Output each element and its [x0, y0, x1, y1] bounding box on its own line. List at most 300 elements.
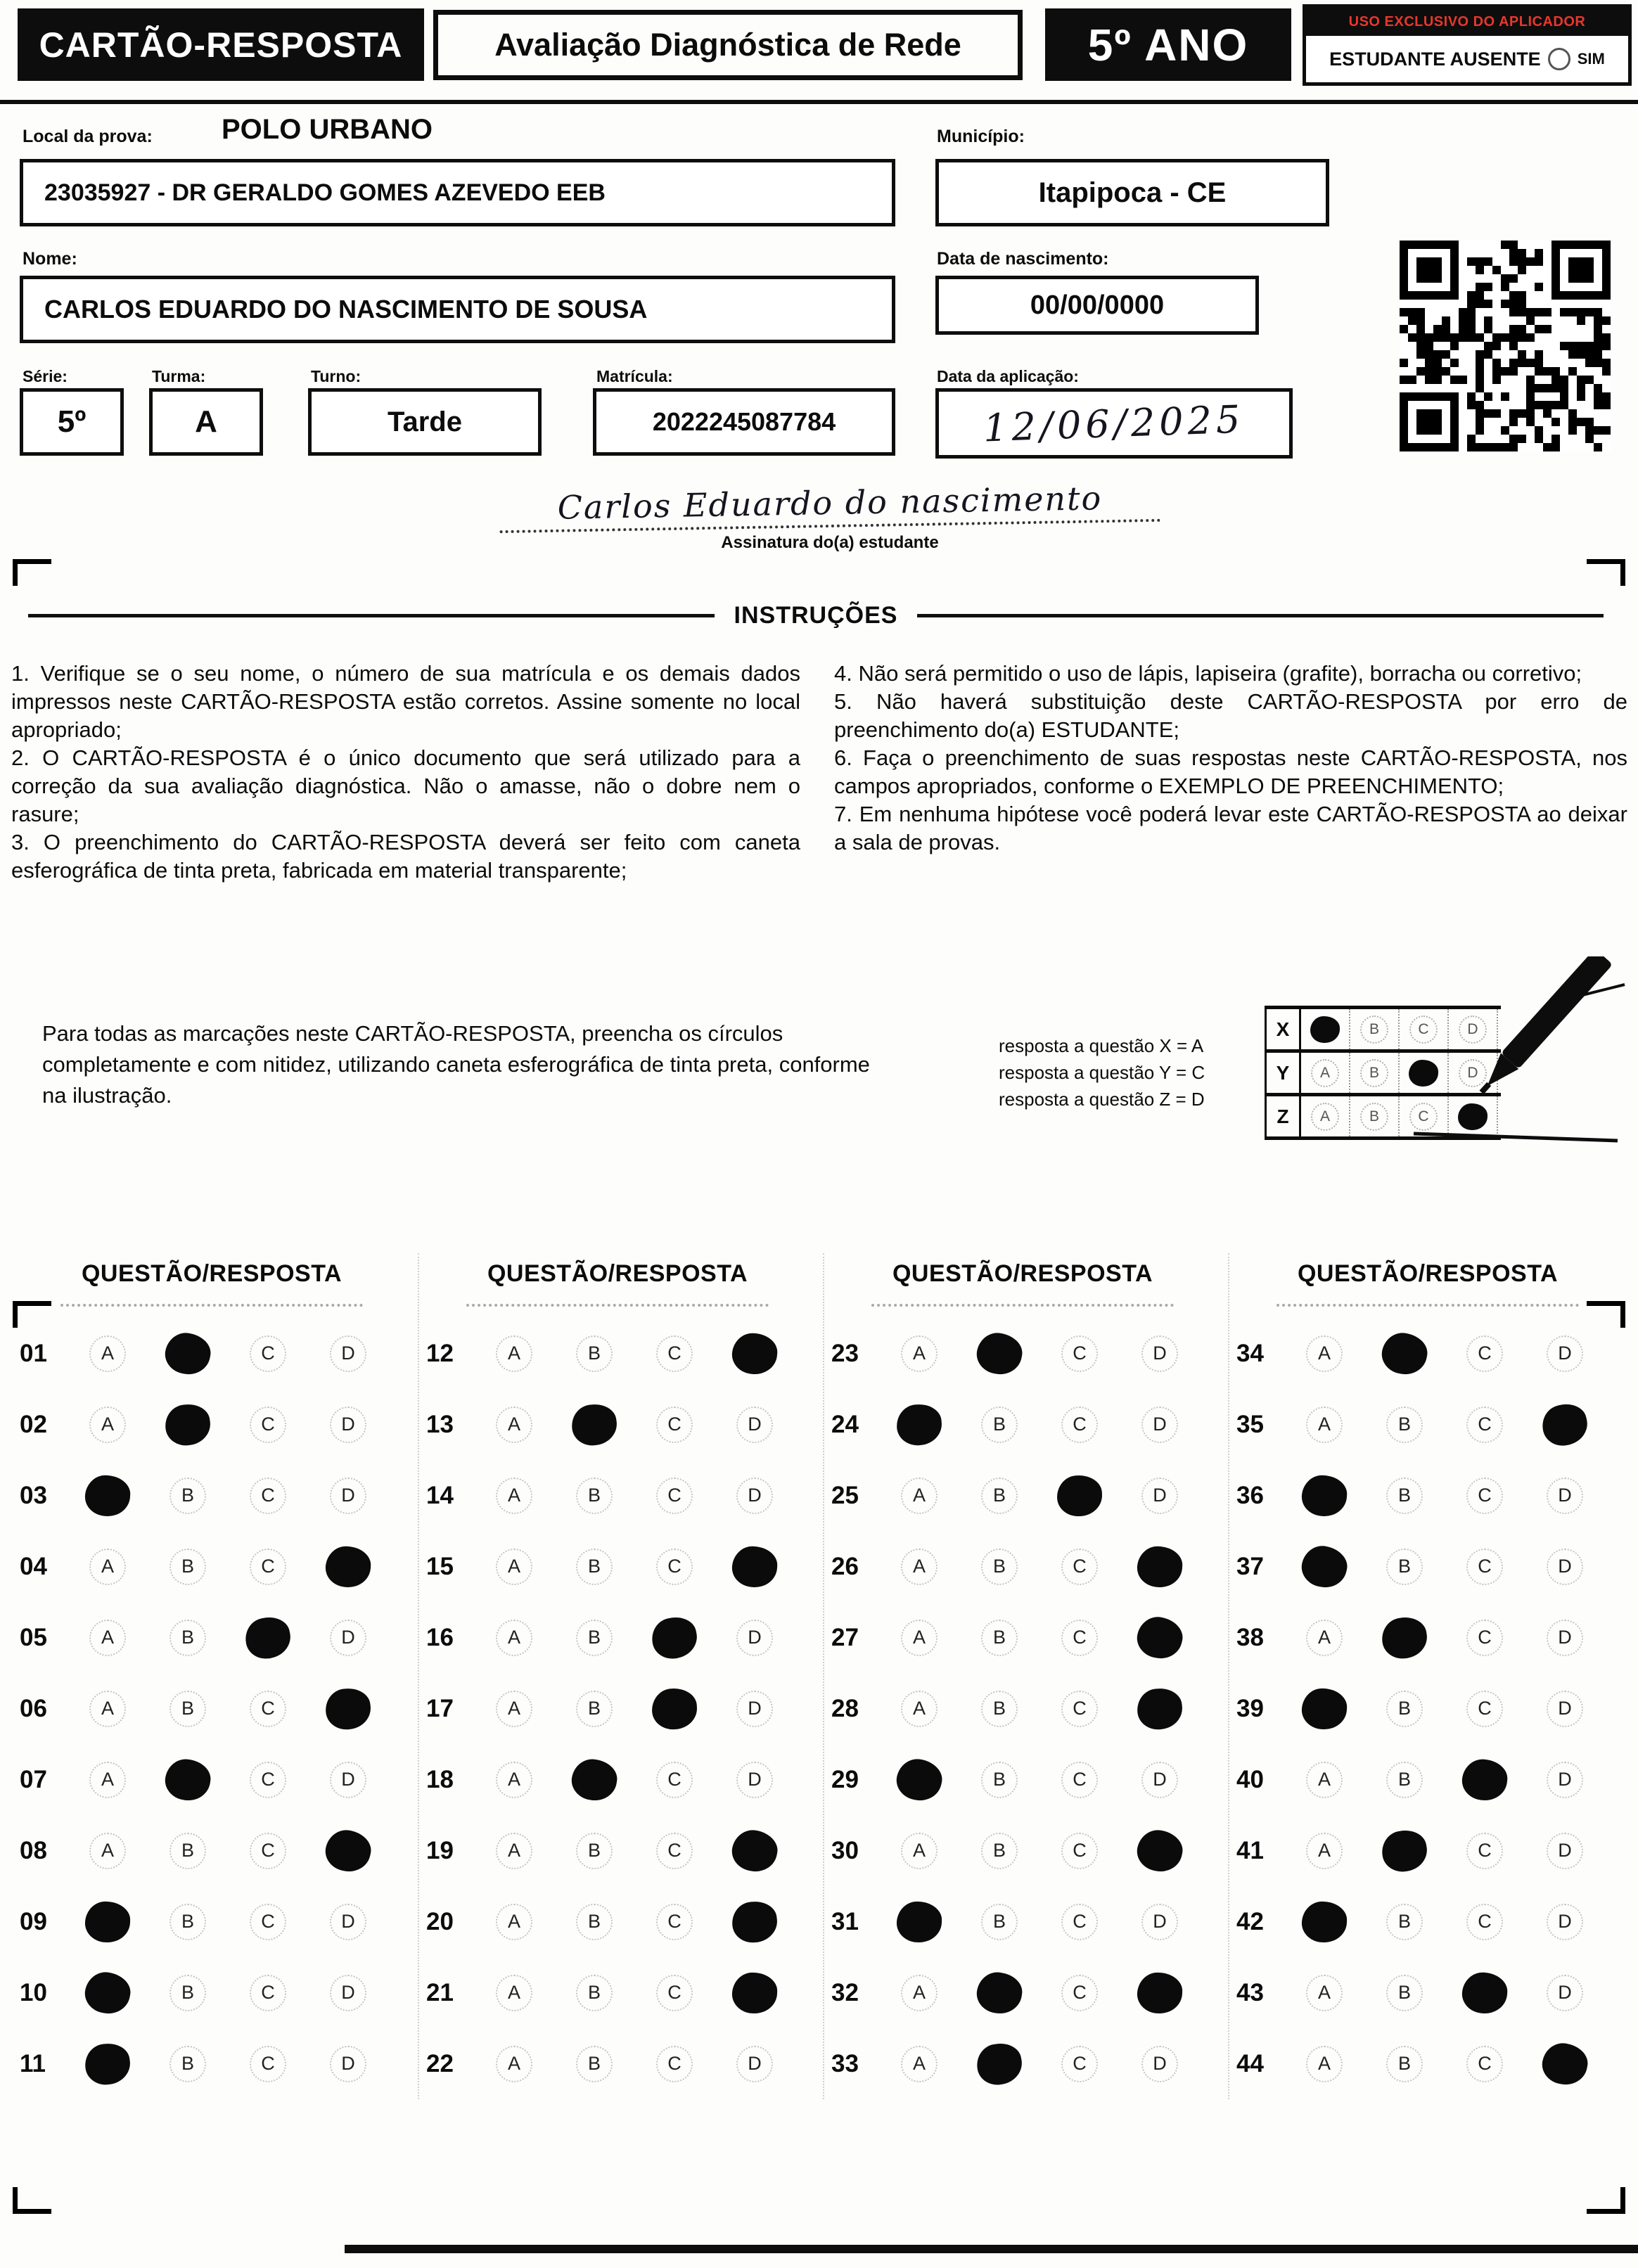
bubble-C[interactable]: [634, 1904, 715, 1940]
bubble-B[interactable]: [1364, 2046, 1445, 2082]
bubble-C[interactable]: [634, 1762, 715, 1798]
filled-bubble: [731, 1544, 779, 1588]
bubble-D[interactable]: [715, 2046, 795, 2082]
filled-bubble: [1300, 1473, 1348, 1517]
bubble-letter: A: [1306, 1407, 1343, 1443]
bubble-letter: D: [330, 1904, 366, 1940]
bubble-D[interactable]: [1120, 1407, 1200, 1443]
bubble-A[interactable]: [68, 1691, 148, 1727]
bubble-B[interactable]: [554, 1404, 634, 1445]
question-number: 02: [20, 1410, 47, 1438]
bubble-letter: B: [1386, 1691, 1423, 1727]
bubble-letter: A: [89, 1549, 126, 1585]
bubble-C[interactable]: [1445, 1335, 1525, 1372]
bubble-D[interactable]: [308, 2046, 388, 2082]
bubble-B[interactable]: [1364, 1617, 1445, 1658]
bubble-D[interactable]: [1120, 1478, 1200, 1514]
bubble-D[interactable]: [1525, 1833, 1605, 1869]
bubble-letter: C: [1061, 1549, 1098, 1585]
bubble-B[interactable]: [148, 2046, 228, 2082]
answer-row: [13, 1389, 411, 1460]
bubble-A[interactable]: [879, 1404, 959, 1445]
aplicacao-label: Data da aplicação:: [937, 367, 1079, 385]
bubble-C[interactable]: [228, 1975, 308, 2011]
filled-bubble: [1133, 1613, 1186, 1662]
aplicacao-handwritten-date: 12/06/2025: [983, 397, 1246, 450]
bubble-A[interactable]: [474, 1478, 554, 1514]
bubble-letter: C: [1061, 1833, 1098, 1869]
bubble-B[interactable]: [1364, 1831, 1445, 1871]
bubble-letter: C: [1466, 1335, 1503, 1372]
bubble-D[interactable]: [1525, 1549, 1605, 1585]
bubble-D[interactable]: [1120, 1831, 1200, 1871]
bubble-C[interactable]: [1039, 1691, 1120, 1727]
answer-row: [824, 1957, 1221, 2028]
bubble-B[interactable]: [1364, 1407, 1445, 1443]
filled-bubble: [162, 1756, 213, 1803]
bubble-letter: B: [1386, 2046, 1423, 2082]
bubble-letter: A: [496, 2046, 532, 2082]
bubble-D[interactable]: [308, 1689, 388, 1729]
bubble-A[interactable]: [879, 2046, 959, 2082]
bubble-C[interactable]: [1445, 1620, 1525, 1656]
bubble-letter: B: [576, 1975, 613, 2011]
bubble-B[interactable]: [959, 1478, 1039, 1514]
bubble-D[interactable]: [715, 1333, 795, 1374]
bubble-A[interactable]: [474, 1904, 554, 1940]
bubble-C[interactable]: [634, 1833, 715, 1869]
bubble-letter: C: [250, 1904, 286, 1940]
bubble-B[interactable]: [959, 1762, 1039, 1798]
bubble-D[interactable]: [715, 1902, 795, 1942]
timing-marks: [871, 1304, 1174, 1307]
bubble-D[interactable]: [1525, 1620, 1605, 1656]
bubble-letter: C: [250, 1975, 286, 2011]
bubble-C[interactable]: [1039, 1335, 1120, 1372]
bubble-A[interactable]: [879, 1760, 959, 1800]
bubble-C[interactable]: [634, 1617, 715, 1658]
bubble-D[interactable]: [1120, 1689, 1200, 1729]
bubble-B[interactable]: [959, 2044, 1039, 2084]
bubble-A[interactable]: [68, 1833, 148, 1869]
bubble-A[interactable]: [1284, 1902, 1364, 1942]
municipio-field[interactable]: [935, 159, 1329, 226]
bubble-D[interactable]: [1525, 1335, 1605, 1372]
bubble-A[interactable]: [1284, 1833, 1364, 1869]
bubble-C[interactable]: [228, 1407, 308, 1443]
bubble-A[interactable]: [474, 1335, 554, 1372]
bubble-C[interactable]: [228, 1549, 308, 1585]
answer-row: [419, 1460, 816, 1531]
turma-field[interactable]: [149, 388, 263, 456]
bubble-B[interactable]: [1364, 1975, 1445, 2011]
bubble-letter: C: [1466, 1478, 1503, 1514]
bubble-A[interactable]: [879, 1620, 959, 1656]
bubble-C[interactable]: [1445, 1478, 1525, 1514]
bubble-D[interactable]: [1120, 1335, 1200, 1372]
bubble-C[interactable]: [1039, 1833, 1120, 1869]
bubble-D[interactable]: [715, 1691, 795, 1727]
bubble-B[interactable]: [554, 1549, 634, 1585]
bubble-D[interactable]: [308, 1975, 388, 2011]
bubble-A[interactable]: [1284, 1335, 1364, 1372]
bubble-letter: B: [1386, 1904, 1423, 1940]
answer-row: [419, 2028, 816, 2099]
bubble-A[interactable]: [879, 1975, 959, 2011]
instruction-item: 3. O preenchimento do CARTÃO-RESPOSTA deverá ser feito com caneta esferográfica de tinta preta, fabricada em material transparente;: [11, 830, 800, 883]
bubble-D[interactable]: [715, 1546, 795, 1587]
bubble-B[interactable]: [148, 1904, 228, 1940]
bubble-D[interactable]: [1120, 2046, 1200, 2082]
municipio-label: Município:: [937, 127, 1025, 146]
bubble-A[interactable]: [68, 1407, 148, 1443]
filled-bubble: [1378, 1329, 1431, 1378]
bubble-D[interactable]: [308, 1407, 388, 1443]
filled-bubble: [162, 1329, 214, 1378]
bubble-B[interactable]: [554, 1335, 634, 1372]
bubble-C[interactable]: [1039, 1549, 1120, 1585]
bubble-A[interactable]: [474, 1407, 554, 1443]
bubble-A[interactable]: [1284, 1546, 1364, 1587]
bubble-C[interactable]: [1445, 2046, 1525, 2082]
filled-bubble: [730, 1899, 780, 1945]
bubble-B[interactable]: [1364, 1762, 1445, 1798]
bubble-D[interactable]: [308, 1335, 388, 1372]
bubble-A[interactable]: [879, 1335, 959, 1372]
bubble-B[interactable]: [554, 1833, 634, 1869]
bubble-B[interactable]: [148, 1478, 228, 1514]
bubble-letter: A: [1306, 2046, 1343, 2082]
nascimento-value: 00/00/0000: [1030, 290, 1165, 320]
bubble-letter: A: [496, 1549, 532, 1585]
bubble-letter: D: [330, 1975, 366, 2011]
bubble-A[interactable]: [68, 2044, 148, 2084]
bubble-B[interactable]: [554, 1904, 634, 1940]
bubble-A[interactable]: [879, 1478, 959, 1514]
bubble-B[interactable]: [1364, 1333, 1445, 1374]
example-bubble-letter: A: [1311, 1059, 1339, 1087]
bubble-D[interactable]: [1525, 1975, 1605, 2011]
filled-bubble: [1379, 1614, 1430, 1661]
bubble-D[interactable]: [715, 1620, 795, 1656]
registration-mark: [1587, 2187, 1625, 2214]
answer-row: [419, 1673, 816, 1744]
bubble-A[interactable]: [474, 1549, 554, 1585]
bubble-D[interactable]: [308, 1620, 388, 1656]
question-number: 04: [20, 1552, 47, 1580]
bubble-D[interactable]: [308, 1478, 388, 1514]
bubble-D[interactable]: [1120, 1762, 1200, 1798]
nascimento-field[interactable]: [935, 276, 1259, 335]
bubble-D[interactable]: [1525, 1404, 1605, 1445]
bubble-C[interactable]: [1039, 1475, 1120, 1516]
bubble-B[interactable]: [959, 1620, 1039, 1656]
bubble-letter: D: [330, 1762, 366, 1798]
matricula-field[interactable]: [593, 388, 895, 456]
answer-row: [824, 1318, 1221, 1389]
bubble-B[interactable]: [148, 1975, 228, 2011]
bubble-B[interactable]: [554, 1691, 634, 1727]
bubble-D[interactable]: [1120, 1617, 1200, 1658]
nome-label: Nome:: [23, 249, 77, 269]
bubble-A[interactable]: [879, 1691, 959, 1727]
bubble-B[interactable]: [959, 1833, 1039, 1869]
filled-bubble: [1301, 1900, 1348, 1942]
bubble-letter: C: [1466, 1691, 1503, 1727]
bubble-C[interactable]: [1445, 1833, 1525, 1869]
bubble-C[interactable]: [228, 1691, 308, 1727]
bubble-letter: B: [169, 1549, 206, 1585]
question-number: 19: [426, 1836, 454, 1864]
instruction-item: 7. Em nenhuma hipótese você poderá levar este CARTÃO-RESPOSTA ao deixar a sala de provas.: [834, 802, 1627, 854]
signature-area[interactable]: [422, 479, 1238, 553]
bubble-D[interactable]: [1525, 1478, 1605, 1514]
answer-row: [1229, 1602, 1626, 1673]
answer-row: [13, 2028, 411, 2099]
bubble-D[interactable]: [715, 1831, 795, 1871]
bubble-letter: C: [250, 1478, 286, 1514]
marking-note: Para todas as marcações neste CARTÃO-RESPOSTA, preencha os círculos completamente e com nitidez, utilizando caneta esferográfica de tinta preta, conforme na ilustração.: [42, 1021, 870, 1108]
bubble-B[interactable]: [554, 2046, 634, 2082]
question-number: 40: [1236, 1765, 1264, 1793]
bubble-B[interactable]: [554, 1760, 634, 1800]
bubble-letter: C: [250, 1335, 286, 1372]
bubble-A[interactable]: [879, 1902, 959, 1942]
bubble-B[interactable]: [1364, 1691, 1445, 1727]
bubble-C[interactable]: [228, 2046, 308, 2082]
footer-bar: [345, 2245, 1638, 2253]
bubble-letter: A: [89, 1691, 126, 1727]
bubble-letter: B: [1386, 1975, 1423, 2011]
bubble-B[interactable]: [554, 1478, 634, 1514]
bubble-B[interactable]: [554, 1620, 634, 1656]
filled-bubble: [895, 1402, 944, 1447]
bubble-B[interactable]: [959, 1973, 1039, 2013]
bubble-letter: A: [901, 1620, 938, 1656]
bubble-B[interactable]: [959, 1333, 1039, 1374]
bubble-C[interactable]: [1039, 1975, 1120, 2011]
bubble-B[interactable]: [148, 1620, 228, 1656]
bubble-D[interactable]: [1525, 1762, 1605, 1798]
answer-column-header: QUESTÃO/RESPOSTA: [1297, 1260, 1559, 1287]
bubble-A[interactable]: [879, 1549, 959, 1585]
bubble-letter: B: [576, 1549, 613, 1585]
bubble-B[interactable]: [554, 1975, 634, 2011]
bubble-letter: A: [901, 1833, 938, 1869]
bubble-A[interactable]: [1284, 1762, 1364, 1798]
bubble-B[interactable]: [959, 1549, 1039, 1585]
answer-column: [1228, 1253, 1626, 2099]
bubble-D[interactable]: [1120, 1546, 1200, 1587]
turno-field[interactable]: [308, 388, 542, 456]
bubble-D[interactable]: [308, 1831, 388, 1871]
sheet-subtitle: Avaliação Diagnóstica de Rede: [433, 10, 1023, 80]
bubble-A[interactable]: [68, 1620, 148, 1656]
bubble-B[interactable]: [1364, 1478, 1445, 1514]
serie-field[interactable]: [20, 388, 124, 456]
bubble-C[interactable]: [634, 1407, 715, 1443]
bubble-letter: D: [1141, 1335, 1178, 1372]
bubble-letter: D: [1547, 1691, 1583, 1727]
bubble-B[interactable]: [148, 1404, 228, 1445]
bubble-B[interactable]: [959, 1904, 1039, 1940]
bubble-A[interactable]: [879, 1833, 959, 1869]
bubble-A[interactable]: [1284, 1975, 1364, 2011]
bubble-C[interactable]: [634, 1689, 715, 1729]
bubble-C[interactable]: [1039, 1407, 1120, 1443]
bubble-letter: A: [496, 1335, 532, 1372]
bubble-A[interactable]: [474, 1833, 554, 1869]
bubble-letter: D: [736, 2046, 773, 2082]
answer-row: [13, 1815, 411, 1886]
bubble-C[interactable]: [228, 1335, 308, 1372]
answer-column: [823, 1253, 1221, 2099]
bubble-D[interactable]: [1525, 2044, 1605, 2084]
answer-row: [13, 1602, 411, 1673]
nome-field[interactable]: [20, 276, 895, 343]
question-number: 44: [1236, 2049, 1264, 2077]
bubble-C[interactable]: [1039, 1620, 1120, 1656]
question-number: 11: [20, 2049, 46, 2077]
bubble-letter: A: [89, 1407, 126, 1443]
question-number: 35: [1236, 1410, 1264, 1438]
bubble-C[interactable]: [1445, 1973, 1525, 2013]
answer-column-header: QUESTÃO/RESPOSTA: [487, 1260, 748, 1287]
bubble-B[interactable]: [1364, 1904, 1445, 1940]
bubble-C[interactable]: [1039, 1762, 1120, 1798]
answer-row: [824, 1886, 1221, 1957]
bubble-D[interactable]: [715, 1478, 795, 1514]
bubble-B[interactable]: [148, 1549, 228, 1585]
answer-row: [13, 1531, 411, 1602]
registration-mark: [1587, 559, 1625, 586]
bubble-letter: B: [576, 1620, 613, 1656]
filled-bubble: [893, 1755, 946, 1804]
bubble-A[interactable]: [1284, 1620, 1364, 1656]
timing-marks: [1277, 1304, 1579, 1307]
bubble-A[interactable]: [68, 1762, 148, 1798]
bubble-C[interactable]: [1445, 1407, 1525, 1443]
bubble-A[interactable]: [68, 1335, 148, 1372]
bubble-A[interactable]: [474, 1620, 554, 1656]
bubble-C[interactable]: [228, 1617, 308, 1658]
bubble-B[interactable]: [959, 1407, 1039, 1443]
bubble-C[interactable]: [1039, 2046, 1120, 2082]
bubble-B[interactable]: [148, 1691, 228, 1727]
bubble-C[interactable]: [1445, 1549, 1525, 1585]
question-number: 18: [426, 1765, 454, 1793]
answer-row: [824, 1460, 1221, 1531]
bubble-letter: D: [330, 1620, 366, 1656]
bubble-D[interactable]: [1525, 1691, 1605, 1727]
bubble-letter: D: [1547, 1833, 1583, 1869]
absent-radio[interactable]: [1548, 48, 1570, 70]
bubble-A[interactable]: [474, 1762, 554, 1798]
bubble-A[interactable]: [1284, 1689, 1364, 1729]
bubble-D[interactable]: [308, 1762, 388, 1798]
bubble-A[interactable]: [474, 1691, 554, 1727]
filled-bubble: [974, 1969, 1024, 2016]
filled-bubble: [1134, 1826, 1186, 1875]
bubble-C[interactable]: [1445, 1691, 1525, 1727]
bubble-D[interactable]: [715, 1407, 795, 1443]
question-number: 03: [20, 1481, 47, 1509]
bubble-A[interactable]: [68, 1549, 148, 1585]
bubble-B[interactable]: [148, 1833, 228, 1869]
legend-line: resposta a questão Z = D: [999, 1089, 1205, 1110]
question-number: 41: [1236, 1836, 1264, 1864]
bubble-D[interactable]: [1525, 1904, 1605, 1940]
bubble-A[interactable]: [474, 1975, 554, 2011]
municipio-value: Itapipoca - CE: [1038, 177, 1227, 208]
matricula-value: 2022245087784: [652, 407, 836, 436]
bubble-C[interactable]: [1445, 1760, 1525, 1800]
registration-mark: [13, 559, 51, 586]
bubble-letter: B: [576, 1833, 613, 1869]
bubble-B[interactable]: [148, 1333, 228, 1374]
bubble-A[interactable]: [1284, 1407, 1364, 1443]
bubble-B[interactable]: [148, 1760, 228, 1800]
bubble-C[interactable]: [634, 1975, 715, 2011]
filled-bubble: [569, 1756, 620, 1803]
bubble-A[interactable]: [68, 1475, 148, 1516]
school-value: 23035927 - DR GERALDO GOMES AZEVEDO EEB: [44, 179, 606, 206]
bubble-letter: D: [330, 1335, 366, 1372]
bubble-C[interactable]: [634, 1335, 715, 1372]
bubble-C[interactable]: [1039, 1904, 1120, 1940]
bubble-C[interactable]: [228, 1904, 308, 1940]
bubble-D[interactable]: [1120, 1973, 1200, 2013]
school-field[interactable]: [20, 159, 895, 226]
bubble-C[interactable]: [634, 1478, 715, 1514]
aplicacao-field[interactable]: [935, 388, 1293, 459]
bubble-D[interactable]: [1120, 1904, 1200, 1940]
bubble-letter: C: [1061, 1691, 1098, 1727]
example-bubble-letter: B: [1360, 1016, 1388, 1044]
bubble-A[interactable]: [474, 2046, 554, 2082]
bubble-D[interactable]: [715, 1973, 795, 2013]
question-number: 33: [831, 2049, 859, 2077]
bubble-C[interactable]: [228, 1833, 308, 1869]
answer-row: [1229, 1318, 1626, 1389]
filled-bubble: [896, 1900, 942, 1942]
answer-row: [1229, 1957, 1626, 2028]
turma-value: A: [195, 404, 217, 439]
local-value: POLO URBANO: [222, 114, 433, 145]
bubble-A[interactable]: [1284, 1475, 1364, 1516]
bubble-C[interactable]: [634, 1549, 715, 1585]
instruction-item: 6. Faça o preenchimento de suas respostas neste CARTÃO-RESPOSTA, nos campos apropriados, conforme o EXEMPLO DE PREENCHIMENTO;: [834, 745, 1627, 798]
bubble-D[interactable]: [308, 1904, 388, 1940]
bubble-C[interactable]: [634, 2046, 715, 2082]
filled-bubble: [242, 1613, 295, 1662]
question-number: 42: [1236, 1907, 1264, 1935]
filled-bubble: [731, 1971, 778, 2013]
bubble-D[interactable]: [715, 1762, 795, 1798]
bubble-A[interactable]: [68, 1902, 148, 1942]
bubble-D[interactable]: [308, 1546, 388, 1587]
bubble-B[interactable]: [1364, 1549, 1445, 1585]
bubble-A[interactable]: [1284, 2046, 1364, 2082]
bubble-letter: C: [656, 1975, 693, 2011]
example-filled-bubble: [1310, 1016, 1340, 1043]
bubble-C[interactable]: [228, 1478, 308, 1514]
bubble-C[interactable]: [1445, 1904, 1525, 1940]
bubble-C[interactable]: [228, 1762, 308, 1798]
bubble-A[interactable]: [68, 1973, 148, 2013]
bubble-letter: B: [981, 1904, 1018, 1940]
bubble-B[interactable]: [959, 1691, 1039, 1727]
